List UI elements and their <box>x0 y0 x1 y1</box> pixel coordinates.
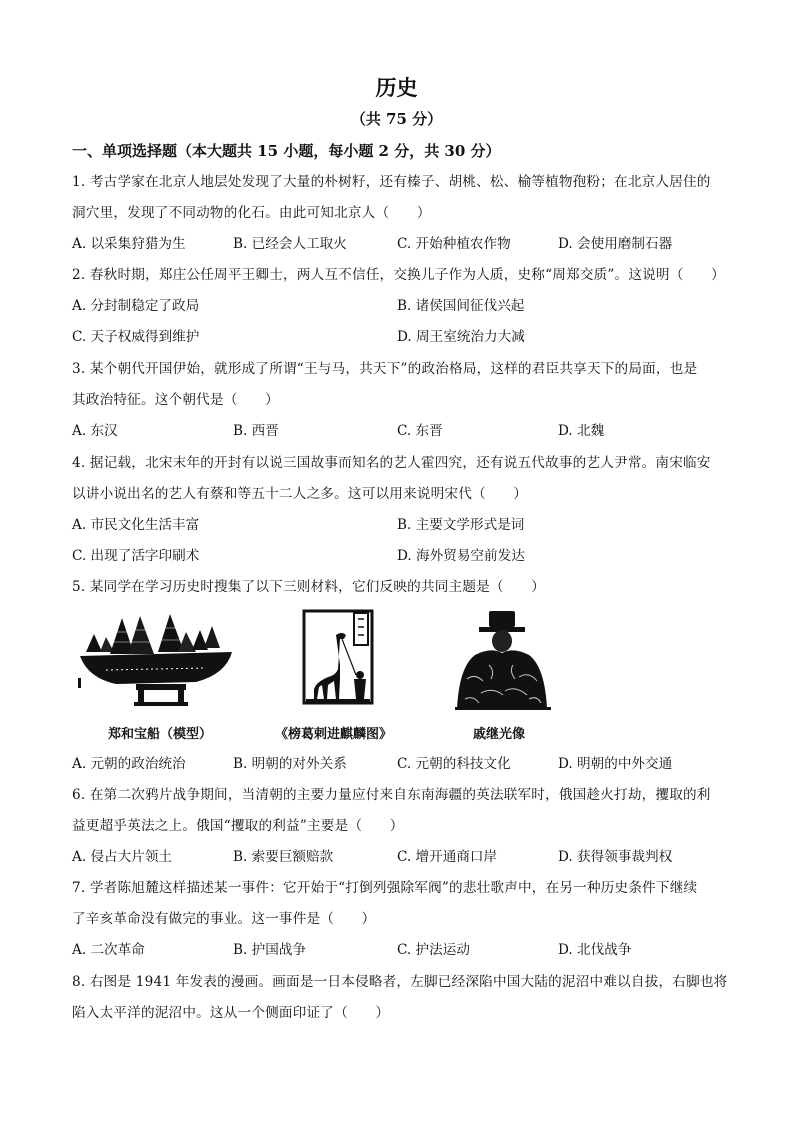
figure-caption-treasure-ship: 郑和宝船（模型） <box>108 727 213 742</box>
question-4-line-1: 4. 据记载，北宋末年的开封有以说三国故事而知名的艺人霍四究，还有说五代故事的艺人尹常。南宋临安 <box>72 455 711 471</box>
question-5-option-d[interactable]: D. 明朝的中外交通 <box>558 756 673 772</box>
question-6-line-2: 益更超乎英法之上。俄国“攫取的利益”主要是（ ） <box>72 818 404 834</box>
question-3-line-1: 3. 某个朝代开国伊始，就形成了所谓“王与马，共天下”的政治格局，这样的君臣共享天下的局面，也是 <box>72 361 698 377</box>
question-3-line-2: 其政治特征。这个朝代是（ ） <box>72 392 279 408</box>
question-1-option-a[interactable]: A. 以采集狩猎为生 <box>72 236 186 252</box>
question-2-option-d[interactable]: D. 周王室统治力大减 <box>397 329 525 345</box>
question-1-option-c[interactable]: C. 开始种植农作物 <box>397 236 511 252</box>
question-7-option-a[interactable]: A. 二次革命 <box>72 942 145 958</box>
giraffe-tribute-painting <box>302 609 374 705</box>
question-7-option-d[interactable]: D. 北伐战争 <box>558 942 632 958</box>
question-4-option-c[interactable]: C. 出现了活字印刷术 <box>72 548 200 564</box>
question-6-option-a[interactable]: A. 侵占大片领土 <box>72 849 173 865</box>
question-4-option-a[interactable]: A. 市民文化生活丰富 <box>72 517 200 533</box>
question-7-line-2: 了辛亥革命没有做完的事业。这一事件是（ ） <box>72 911 376 927</box>
question-3-option-d[interactable]: D. 北魏 <box>558 423 605 439</box>
question-1-line-2: 洞穴里，发现了不同动物的化石。由此可知北京人（ ） <box>72 205 431 221</box>
question-2-option-b[interactable]: B. 诸侯国间征伐兴起 <box>397 298 525 314</box>
question-4-option-b[interactable]: B. 主要文学形式是词 <box>397 517 525 533</box>
question-5-option-c[interactable]: C. 元朝的科技文化 <box>397 756 511 772</box>
question-1-option-d[interactable]: D. 会使用磨制石器 <box>558 236 673 252</box>
question-5-option-b[interactable]: B. 明朝的对外关系 <box>233 756 347 772</box>
question-6-option-c[interactable]: C. 增开通商口岸 <box>397 849 498 865</box>
question-5-line-1: 5. 某同学在学习历史时搜集了以下三则材料，它们反映的共同主题是（ ） <box>72 579 546 595</box>
figure-caption-giraffe-painting: 《榜葛剌进麒麟图》 <box>275 727 393 742</box>
question-8-line-2: 陷入太平洋的泥沼中。这从一个侧面印证了（ ） <box>72 1005 390 1021</box>
question-4-option-d[interactable]: D. 海外贸易空前发达 <box>397 548 525 564</box>
treasure-ship-image <box>76 612 236 707</box>
question-1-line-1: 1. 考古学家在北京人地层处发现了大量的朴树籽，还有榛子、胡桃、松、榆等植物孢粉；在北京人居住的 <box>72 174 711 190</box>
section-heading: 一、单项选择题（本大题共 15 小题，每小题 2 分，共 30 分） <box>72 142 501 160</box>
page-subtitle: （共 75 分） <box>350 110 443 128</box>
question-8-line-1: 8. 右图是 1941 年发表的漫画。画面是一日本侵略者，左脚已经深陷中国大陆的泥沼中难以自拔，右脚也将 <box>72 974 728 990</box>
question-3-option-b[interactable]: B. 西晋 <box>233 423 279 439</box>
question-4-line-2: 以讲小说出名的艺人有蔡和等五十二人之多。这可以用来说明宋代（ ） <box>72 486 528 502</box>
question-1-option-b[interactable]: B. 已经会人工取火 <box>233 236 347 252</box>
question-2-option-a[interactable]: A. 分封制稳定了政局 <box>72 298 200 314</box>
figure-caption-qi-jiguang: 戚继光像 <box>473 727 526 742</box>
question-3-option-c[interactable]: C. 东晋 <box>397 423 443 439</box>
question-5-option-a[interactable]: A. 元朝的政治统治 <box>72 756 186 772</box>
qi-jiguang-portrait <box>453 609 553 711</box>
question-7-line-1: 7. 学者陈旭麓这样描述某一事件：它开始于“打倒列强除军阀”的悲壮歌声中，在另一种历史条件下继续 <box>72 880 698 896</box>
question-6-option-b[interactable]: B. 索要巨额赔款 <box>233 849 334 865</box>
question-6-option-d[interactable]: D. 获得领事裁判权 <box>558 849 673 865</box>
question-3-option-a[interactable]: A. 东汉 <box>72 423 118 439</box>
question-2-line-1: 2. 春秋时期，郑庄公任周平王卿士，两人互不信任，交换儿子作为人质，史称“周郑交质”。这说明（ ） <box>72 267 725 283</box>
question-7-option-b[interactable]: B. 护国战争 <box>233 942 307 958</box>
question-6-line-1: 6. 在第二次鸦片战争期间，当清朝的主要力量应付来自东南海疆的英法联军时，俄国趁火打劫，攫取的利 <box>72 787 711 803</box>
question-2-option-c[interactable]: C. 天子权威得到维护 <box>72 329 200 345</box>
page-title: 历史 <box>375 76 418 100</box>
question-7-option-c[interactable]: C. 护法运动 <box>397 942 470 958</box>
